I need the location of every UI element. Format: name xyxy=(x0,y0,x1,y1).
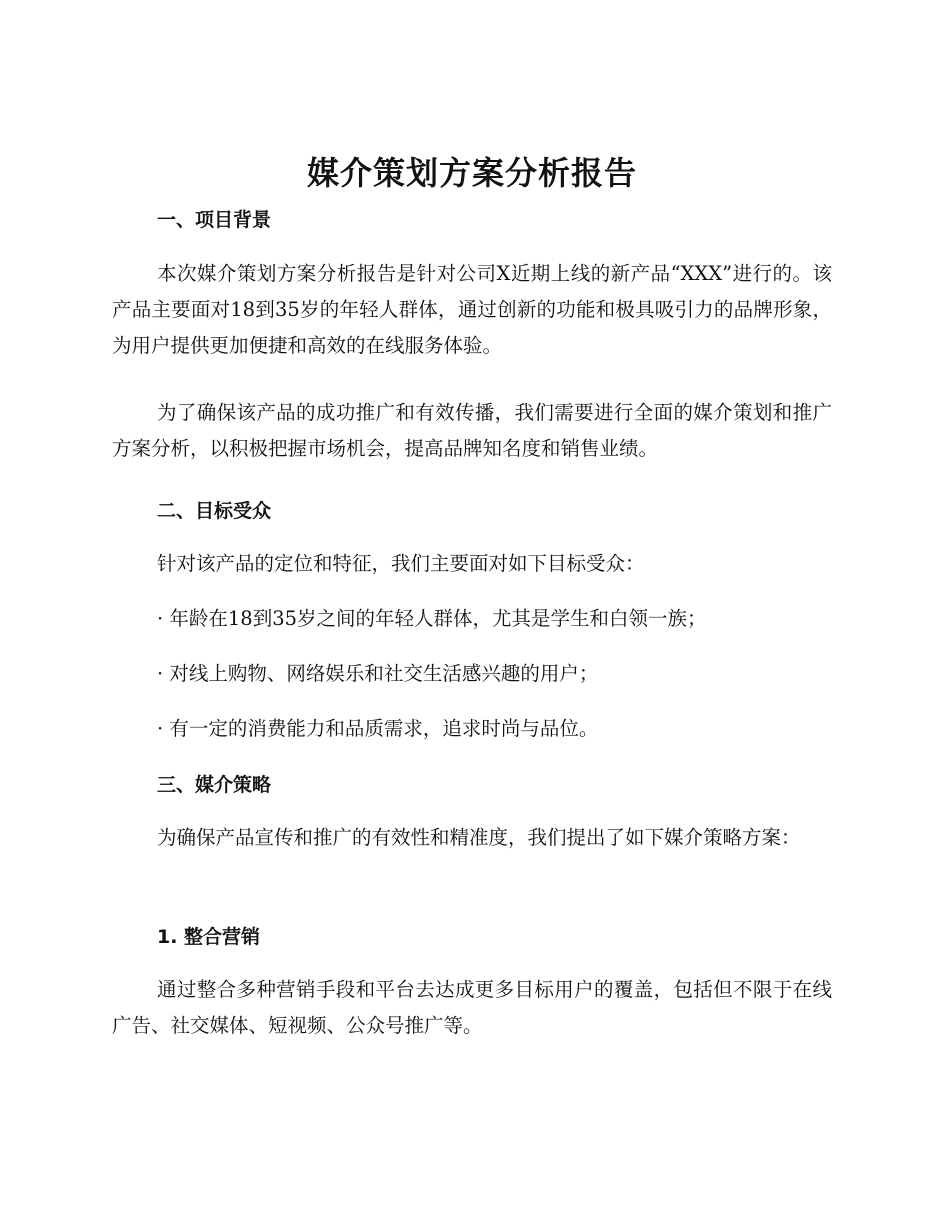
audience-list-item: · 年龄在18到35岁之间的年轻人群体，尤其是学生和白领一族； xyxy=(157,607,707,630)
section-heading-background: 一、项目背景 xyxy=(157,209,272,231)
integrated-marketing-paragraph: 通过整合多种营销手段和平台去达成更多目标用户的覆盖，包括但不限于在线广告、社交媒体、短视频、公众号推广等。 xyxy=(112,978,832,1037)
audience-list-item: · 有一定的消费能力和品质需求，追求时尚与品位。 xyxy=(157,717,599,740)
subsection-heading-integrated-marketing: 1. 整合营销 xyxy=(157,926,261,948)
audience-list-item: · 对线上购物、网络娱乐和社交生活感兴趣的用户； xyxy=(157,662,599,685)
audience-intro: 针对该产品的定位和特征，我们主要面对如下目标受众： xyxy=(157,552,645,575)
section-heading-strategy: 三、媒介策略 xyxy=(157,774,272,796)
background-paragraph-2: 为了确保该产品的成功推广和有效传播，我们需要进行全面的媒介策划和推广方案分析，以积极把握市场机会，提高品牌知名度和销售业绩。 xyxy=(112,401,832,460)
strategy-intro: 为确保产品宣传和推广的有效性和精准度，我们提出了如下媒介策略方案： xyxy=(157,826,801,849)
background-paragraph-1: 本次媒介策划方案分析报告是针对公司X近期上线的新产品“XXX”进行的。该产品主要面对18到35岁的年轻人群体，通过创新的功能和极具吸引力的品牌形象，为用户提供更加便捷和高效的在线服务体验。 xyxy=(112,262,832,357)
section-heading-audience: 二、目标受众 xyxy=(157,500,272,522)
document-title: 媒介策划方案分析报告 xyxy=(306,154,637,192)
